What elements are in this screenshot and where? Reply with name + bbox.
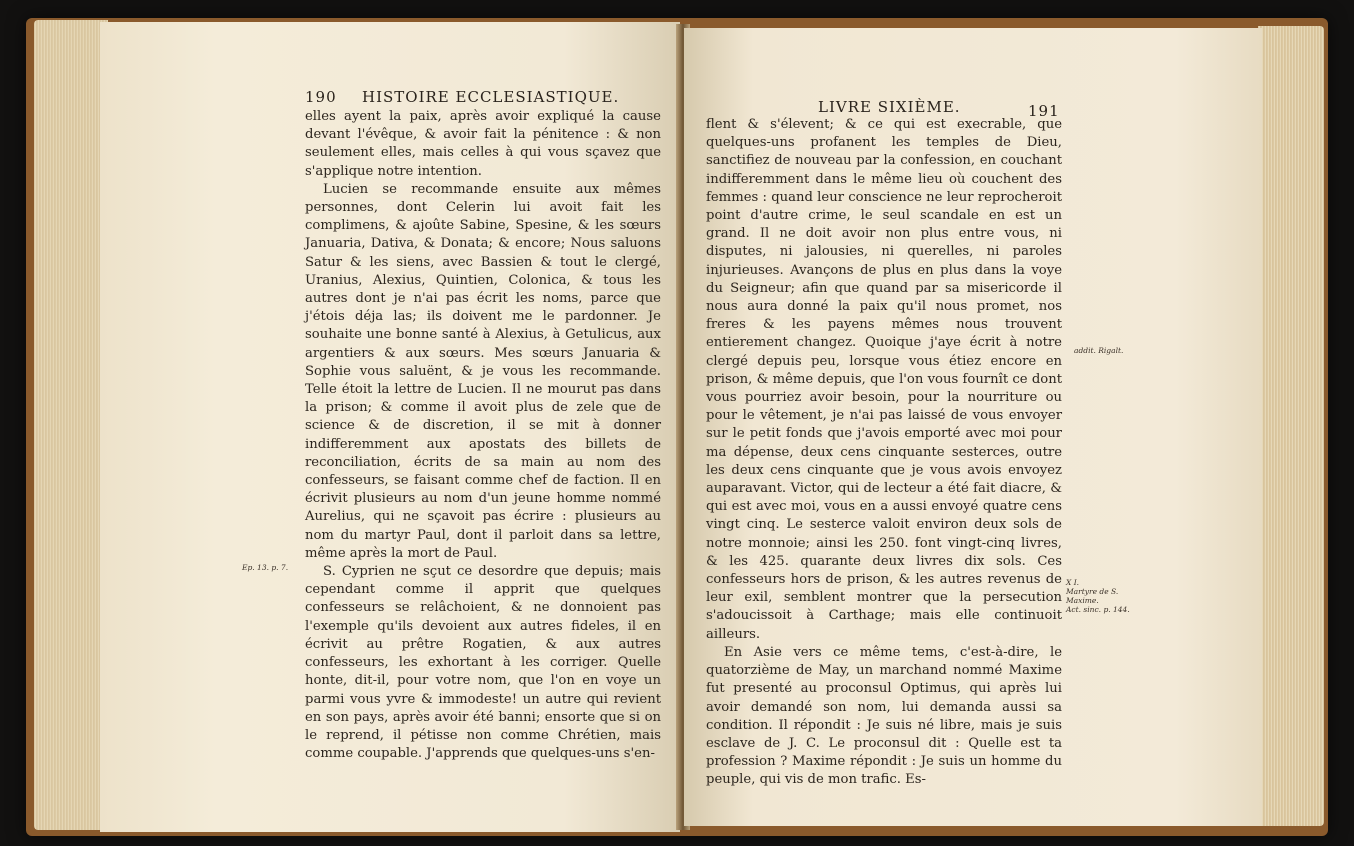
left-running-title: HISTOIRE ECCLESIASTIQUE.	[362, 88, 620, 106]
right-margin-note-martyre: X I. Martyre de S. Maxime. Act. sinc. p. 144.	[1066, 578, 1130, 614]
left-body-text	[305, 108, 661, 763]
left-paragraph-2: Lucien se recommande ensuite aux mêmes personnes, dont Celerin lui avoit fait les complimens, & ajoûte Sabine, Spesine, & les sœurs Januaria, Dativa, & Donata; & encore; Nous saluons Satur & les siens, avec Bassien & tout le clergé, Uranius, Alexius, Quintien, Colonica, & tous les autres dont je n'ai pas écrit les noms, parce que j'étois déja las; ils doivent me le pardonner. Je souhaite une bonne santé à Alexius, à Getulicus, aux argentiers & aux sœurs. Mes sœurs Januaria & Sophie vous saluënt, & je vous les recommande. Telle étoit la lettre de Lucien. Il ne mourut pas dans la prison; & comme il avoit plus de zele que de science & de discretion, il se mit à donner indifferemment aux apostats des billets de reconciliation, écrits de sa main au nom des confesseurs, se faisant comme chef de faction. Il en écrivit plusieurs au nom d'un jeune homme nommé Aurelius, qui ne sçavoit pas écrire : plusieurs au nom du martyr Paul, dont il parloit dans sa lettre, même après la mort de Paul.	[305, 181, 661, 561]
right-page	[684, 28, 1262, 826]
right-margin-note-addit: addit. Rigalt.	[1074, 346, 1124, 355]
page-edges-left	[34, 20, 108, 830]
left-page-number: 190	[305, 88, 337, 106]
page-edges-right	[1258, 26, 1324, 826]
left-paragraph-1: elles ayent la paix, après avoir expliqué la cause devant l'évêque, & avoir fait la pénitence : & non seulement elles, mais celles à qui vous sçavez que s'applique notre intention.	[305, 109, 661, 179]
right-body-text	[706, 116, 1062, 790]
right-paragraph-2: En Asie vers ce même tems, c'est-à-dire, le quatorzième de May, un marchand nommé Maxime fut presenté au proconsul Optimus, qui après lui avoir demandé son nom, lui demanda aussi sa condition. Il répondit : Je suis né libre, mais je suis esclave de J. C. Le proconsul dit : Quelle est ta profession ? Maxime répondit : Je suis un homme du peuple, qui vis de mon trafic. Es-	[706, 644, 1062, 788]
left-margin-note: Ep. 13. p. 7.	[242, 563, 289, 572]
left-page	[100, 22, 680, 832]
right-paragraph-1: flent & s'élevent; & ce qui est execrable, que quelques-uns profanent les temples de Dieu, sanctifiez de nouveau par la confession, en couchant indifferemment dans le même lieu où couchent des femmes : quand leur conscience ne leur reprocheroit point d'autre crime, le seul scandale en est un grand. Il ne doit avoir non plus entre vous, ni disputes, ni jalousies, ni querelles, ni paroles injurieuses. Avançons de plus en plus dans la voye du Seigneur; afin que quand par sa misericorde il nous aura donné la paix qu'il nous promet, nos freres & les payens mêmes nous trouvent entierement changez. Quoique j'aye écrit à notre clergé depuis peu, lorsque vous étiez encore en prison, & même depuis, que l'on vous fournît ce dont vous pourriez avoir besoin, pour la nourriture ou pour le vêtement, je n'ai pas laissé de vous envoyer sur le petit fonds que j'avois emporté avec moi pour ma dépense, deux cens cinquante sesterces, outre les deux cens cinquante que je vous avois envoyez auparavant. Victor, qui de lecteur a été fait diacre, & qui est avec moi, vous en a aussi envoyé quatre cens vingt cinq. Le sesterce valoit environ deux sols de notre monnoie; ainsi les 250. font vingt-cinq livres, & les 425. quarante deux livres dix sols. Ces confesseurs hors de prison, & les autres revenus de leur exil, semblent montrer que la persecution s'adoucissoit à Carthage; mais elle continuoit ailleurs.	[706, 117, 1062, 642]
right-running-title: LIVRE SIXIÈME.	[818, 98, 961, 116]
right-page-number: 191	[1028, 102, 1060, 120]
left-paragraph-3: S. Cyprien ne sçut ce desordre que depuis; mais cependant comme il apprit que quelques confesseurs se relâchoient, & ne donnoient pas l'exemple qu'ils devoient aux autres fideles, il en écrivit au prêtre Rogatien, & aux autres confesseurs, les exhortant à les corriger. Quelle honte, dit-il, pour votre nom, que l'on en voye un parmi vous yvre & immodeste! un autre qui revient en son pays, après avoir été banni; ensorte que si on le reprend, il pétisse non comme Chrétien, mais comme coupable. J'apprends que quelques-uns s'en-	[305, 564, 661, 762]
